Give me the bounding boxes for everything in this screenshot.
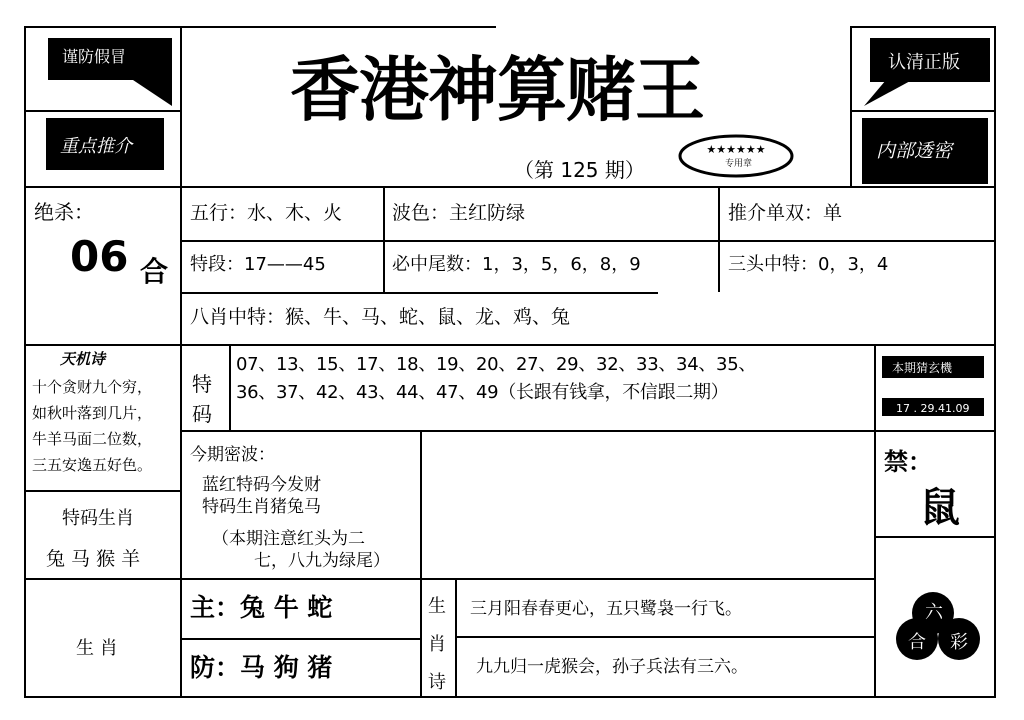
- kill-number: 06: [70, 232, 129, 281]
- tianji-line: 如秋叶落到几片，: [32, 404, 153, 422]
- info-divider-2: [383, 186, 385, 292]
- badge-insider: [862, 118, 988, 184]
- frame-top-right: [850, 26, 996, 28]
- tema-label: 特: [192, 372, 212, 396]
- badge-genuine-text: 认清正版: [888, 52, 960, 73]
- baxiao: 八肖中特：猴、牛、马、蛇、鼠、龙、鸡、兔: [190, 306, 571, 328]
- xuanji-label: 本期猜玄機: [892, 361, 953, 375]
- shi-line: 九九归一虎猴会，孙子兵法有三六。: [476, 657, 748, 677]
- tema-shengxiao-label: 特码生肖: [62, 508, 134, 529]
- xuanji-value-box: [882, 398, 984, 416]
- santou: 三头中特：0，3，4: [728, 254, 889, 275]
- shi-label: 生: [428, 596, 446, 617]
- header-bottom: [24, 186, 996, 188]
- shi-line: 三月阳春春更心，五只鹭袅一行飞。: [470, 599, 742, 619]
- tema-numbers: 36、37、42、43、44、47、49（长跟有钱拿，不信跟二期）: [236, 382, 729, 403]
- ban-label: 禁：: [884, 448, 932, 476]
- header-left-mid: [24, 110, 182, 112]
- mibo-line: 特码生肖猪兔马: [202, 497, 321, 517]
- speech-tail-right: [864, 80, 914, 108]
- tianji-line: 十个贪财九个穷，: [32, 378, 153, 396]
- lower-main-divider: [180, 638, 422, 640]
- tianji-line: 牛羊马面二位数，: [32, 430, 153, 448]
- kill-label: 绝杀：: [34, 200, 94, 224]
- ban-value: 鼠: [920, 485, 960, 531]
- liuhecai-char: 彩: [950, 632, 968, 653]
- info-divider-3: [718, 186, 720, 292]
- badge-genuine: [870, 38, 990, 82]
- shengxiao-main: 主：兔 牛 蛇: [190, 593, 333, 622]
- badge-fake-warning: [48, 38, 172, 80]
- tianji-line: 三五安逸五好色。: [32, 456, 153, 474]
- info-bottom: [24, 344, 996, 346]
- bose: 波色：主红防绿: [392, 202, 526, 224]
- mibo-label: 今期密波：: [190, 445, 275, 465]
- info-row1-bottom: [180, 240, 996, 242]
- frame-left: [24, 26, 26, 698]
- svg-text:★★★★★★: ★★★★★★: [706, 143, 766, 156]
- liuhecai-char: 六: [925, 602, 943, 623]
- info-divider-1: [180, 186, 182, 346]
- ban-bottom: [874, 536, 996, 538]
- frame-top: [24, 26, 496, 28]
- weishu: 必中尾数：1，3，5，6，8，9: [392, 254, 641, 275]
- shi-divider: [455, 578, 457, 698]
- badge-insider-text: 内部透密: [876, 140, 953, 162]
- mibo-line: 七，八九为绿尾）: [254, 551, 390, 571]
- speech-tail-left: [130, 78, 174, 108]
- xuanji-box: [882, 356, 984, 378]
- mibo-line: 蓝红特码今发财: [202, 475, 321, 495]
- ban-top: [874, 430, 996, 432]
- tema-divider: [229, 344, 231, 430]
- lower-top: [24, 578, 876, 580]
- danshuang: 推介单双：单: [728, 202, 843, 224]
- badge-recommend-text: 重点推介: [60, 136, 132, 157]
- info-row2-bottom: [180, 292, 658, 294]
- shi-label: 诗: [428, 672, 446, 693]
- xuanji-value: 17 . 29.41.09: [896, 402, 970, 415]
- shi-label: 肖: [428, 634, 446, 655]
- badge-recommend: [46, 118, 164, 170]
- tema-label: 码: [192, 402, 212, 426]
- frame-bottom: [24, 696, 996, 698]
- shi-left: [420, 578, 422, 698]
- tianji-bottom: [24, 490, 182, 492]
- tema-shengxiao-value: 兔 马 猴 羊: [46, 548, 141, 570]
- issue-number: （第 125 期）: [514, 158, 645, 182]
- mid-divider-right: [874, 344, 876, 698]
- badge-fake-warning-text: 谨防假冒: [62, 47, 127, 66]
- tema-bottom: [180, 430, 876, 432]
- stamp-label: 专用章: [725, 159, 753, 169]
- tianji-title: 天机诗: [60, 350, 106, 368]
- header-right-divider: [850, 26, 852, 188]
- mibo-line: （本期注意红头为二: [212, 529, 365, 549]
- shengxiao-fang: 防：马 狗 猪: [190, 653, 333, 682]
- mibo-right: [420, 430, 422, 580]
- wuxing: 五行：水、木、火: [190, 202, 343, 224]
- liuhecai-char: 合: [908, 632, 926, 653]
- teduan: 特段：17——45: [190, 254, 326, 275]
- kill-suffix: 合: [140, 255, 169, 288]
- mid-divider-1: [180, 344, 182, 698]
- header-right-mid: [850, 110, 996, 112]
- header-left-divider: [180, 26, 182, 188]
- tema-numbers: 07、13、15、17、18、19、20、27、29、32、33、34、35、: [236, 354, 757, 375]
- shi-mid: [455, 636, 876, 638]
- page-title: 香港神算赌王: [290, 49, 704, 131]
- shengxiao-label: 生 肖: [76, 638, 118, 659]
- frame-right: [994, 26, 996, 698]
